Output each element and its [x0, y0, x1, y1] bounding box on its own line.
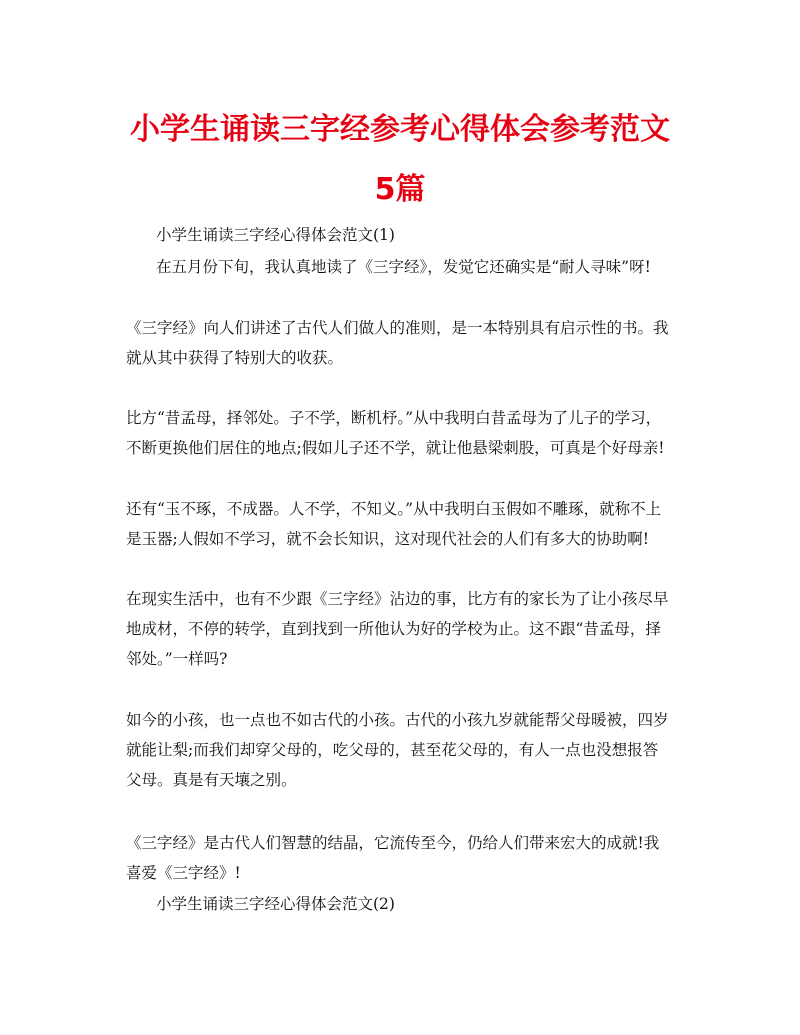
document-title-line-2: 5篇 [374, 172, 426, 207]
paragraph-2-line-1: 比方“昔孟母，择邻处。子不学，断机杼。”从中我明白昔孟母为了儿子的学习， [126, 409, 662, 427]
section-heading-1: 小学生诵读三字经心得体会范文(1) [156, 226, 395, 244]
paragraph-1-line-2: 就从其中获得了特别大的收获。 [126, 349, 344, 367]
paragraph-1-line-1: 《三字经》向人们讲述了古代人们做人的准则，是一本特别具有启示性的书。我 [126, 319, 669, 337]
paragraph-3-line-1: 还有“玉不琢，不成器。人不学，不知义。”从中我明白玉假如不雕琢，就称不上 [126, 500, 662, 518]
paragraph-4-line-1: 在现实生活中，也有不少跟《三字经》沾边的事，比方有的家长为了让小孩尽早 [126, 590, 669, 608]
intro-line: 在五月份下旬，我认真地读了《三字经》，发觉它还确实是“耐人寻味”呀! [156, 258, 651, 276]
paragraph-5-line-3: 父母。真是有天壤之别。 [126, 771, 297, 789]
paragraph-4-line-2: 地成材，不停的转学，直到找到一所他认为好的学校为止。这不跟“昔孟母，择 [126, 620, 661, 638]
document-title-line-1: 小学生诵读三字经参考心得体会参考范文 [130, 112, 670, 147]
paragraph-4-line-3: 邻处。”一样吗? [126, 650, 228, 668]
paragraph-2-line-2: 不断更换他们居住的地点;假如儿子还不学，就让他悬梁刺股，可真是个好母亲! [126, 439, 665, 457]
section-heading-2: 小学生诵读三字经心得体会范文(2) [156, 895, 395, 913]
paragraph-5-line-1: 如今的小孩，也一点也不如古代的小孩。古代的小孩九岁就能帮父母暖被，四岁 [126, 711, 669, 729]
paragraph-6-line-2: 喜爱《三字经》! [126, 864, 241, 882]
paragraph-6-line-1: 《三字经》是古代人们智慧的结晶，它流传至今，仍给人们带来宏大的成就!我 [126, 834, 660, 852]
paragraph-5-line-2: 就能让梨;而我们却穿父母的，吃父母的，甚至花父母的，有人一点也没想报答 [126, 741, 659, 759]
paragraph-3-line-2: 是玉器;人假如不学习，就不会长知识，这对现代社会的人们有多大的协助啊! [126, 530, 649, 548]
